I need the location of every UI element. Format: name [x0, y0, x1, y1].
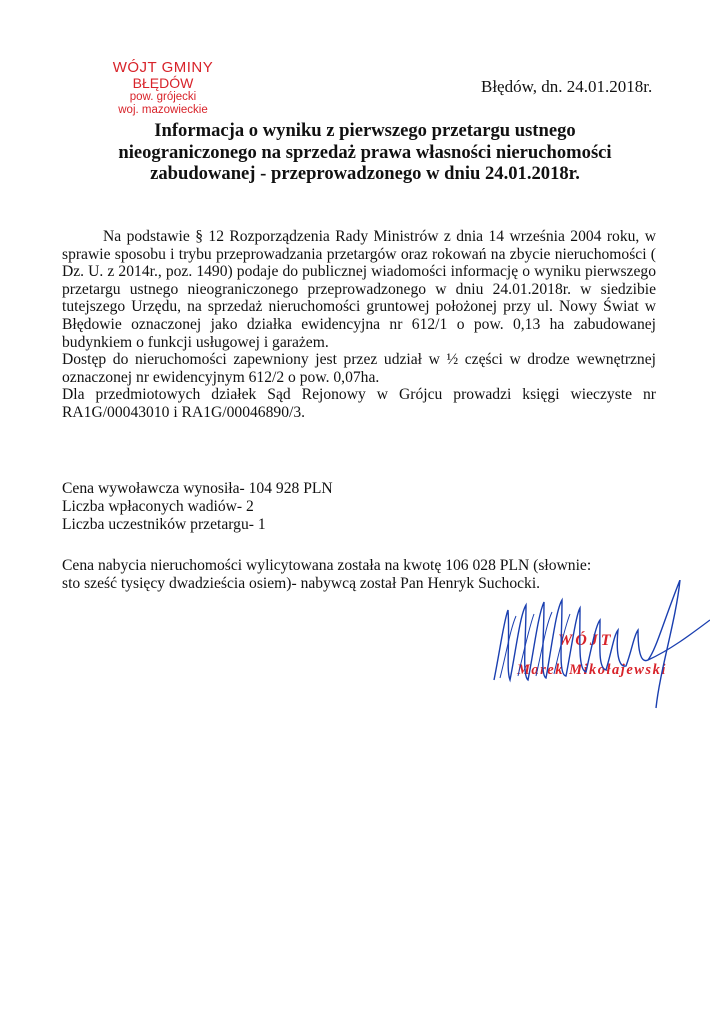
title-line-2: nieograniczonego na sprzedaż prawa własności nieruchomości [118, 141, 612, 163]
result-line-1: Cena nabycia nieruchomości wylicytowana została na kwotę 106 028 PLN (słownie: [62, 557, 592, 574]
place-date: Błędów, dn. 24.01.2018r. [481, 77, 653, 96]
land-registry-paragraph: Dla przedmiotowych działek Sąd Rejonowy w Grójcu prowadzi księgi wieczyste nr RA1G/00043010 i RA1G/00046890/3. [62, 386, 656, 421]
participants-count: Liczba uczestników przetargu- 1 [62, 515, 266, 533]
stamp-line-title: WÓJT GMINY [112, 59, 214, 76]
title-line-3: zabudowanej - przeprowadzonego w dniu 24.01.2018r. [150, 163, 580, 184]
starting-price: Cena wywoławcza wynosiła- 104 928 PLN [62, 480, 333, 497]
signature-stamp-name: Marek Mikołajewski [517, 662, 667, 678]
stamp-line-county: pow. grójecki [129, 91, 197, 103]
stamp-line-voivodeship: woj. mazowieckie [118, 103, 208, 116]
title-line-1: Informacja o wyniku z pierwszego przetargu ustnego [154, 120, 576, 141]
signature-stamp-title: WÓJT [558, 632, 614, 649]
document-title [80, 120, 650, 185]
result-line-2: sto sześć tysięcy dwadzieścia osiem)- nabywcą został Pan Henryk Suchocki. [62, 575, 541, 592]
access-paragraph: Dostęp do nieruchomości zapewniony jest przez udział w ½ części w drodze wewnętrznej oznaczonej nr ewidencyjnym 612/2 o pow. 0,07ha. [62, 351, 656, 386]
signature-stroke [494, 580, 680, 708]
handwritten-signature-icon [480, 580, 710, 710]
legal-basis-paragraph: Na podstawie § 12 Rozporządzenia Rady Ministrów z dnia 14 września 2004 roku, w sprawie sposobu i trybu przeprowadzania przetargów oraz rokowań na zbycie nieruchomości ( Dz. U. z 2014r., poz. 1490) podaje do publicznej wiadomości informację o wyniku pierwszego przetargu ustnego nieograniczonego przeprowadzonego w dniu 24.01.2018r. w siedzibie tutejszego Urzędu, na sprzedaż nieruchomości gruntowej położonej przy ul. Nowy Świat w Błędowie oznaczonej jako działka ewidencyjna nr 612/1 o pow. 0,13 ha zabudowanej budynkiem o funkcji usługowej i garażem. [62, 228, 656, 351]
document-body [62, 228, 656, 422]
signature-inner-stroke [500, 612, 570, 678]
auction-facts [62, 480, 333, 533]
deposits-count: Liczba wpłaconych wadiów- 2 [62, 497, 254, 515]
office-stamp [88, 60, 238, 116]
stamp-line-municipality: BŁĘDÓW [132, 75, 194, 91]
